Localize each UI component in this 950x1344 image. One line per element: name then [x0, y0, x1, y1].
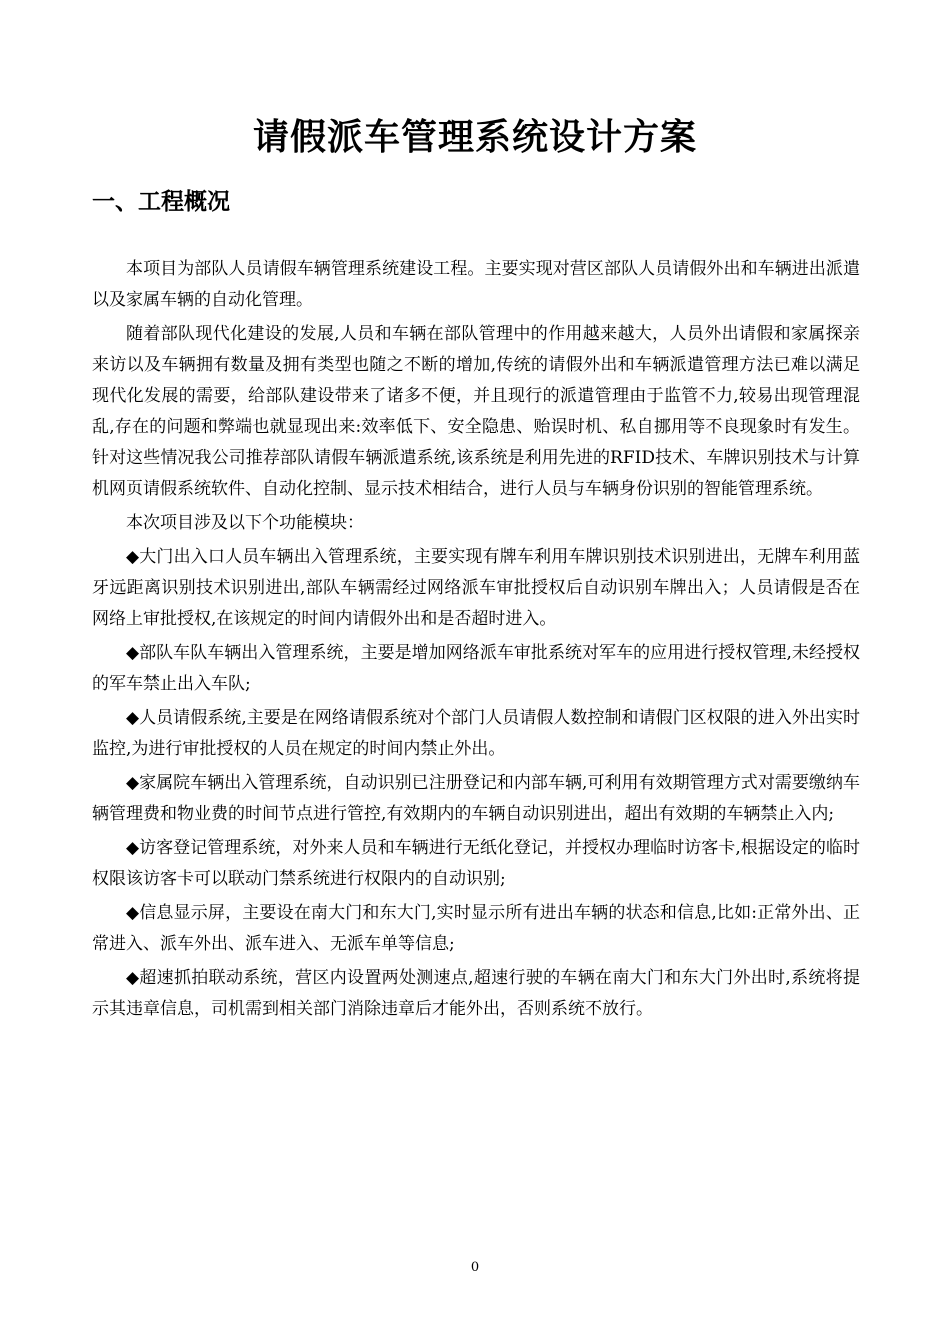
section-heading: 一、工程概况 — [92, 189, 230, 215]
paragraph-module-fleet: ◆部队车队车辆出入管理系统，主要是增加网络派车审批系统对军车的应用进行授权管理,未经授权的军车禁止出入车队; — [92, 643, 860, 694]
paragraph-project-intro: 本项目为部队人员请假车辆管理系统建设工程。主要实现对营区部队人员请假外出和车辆进出派遣以及家属车辆的自动化管理。 — [92, 259, 860, 310]
page-number: 0 — [470, 1260, 480, 1275]
document-title: 请假派车管理系统设计方案 — [252, 117, 697, 158]
paragraph-modules-intro: 本次项目涉及以下个功能模块： — [126, 513, 364, 533]
paragraph-background: 随着部队现代化建设的发展,人员和车辆在部队管理中的作用越来越大，人员外出请假和家属探亲来访以及车辆拥有数量及拥有类型也随之不断的增加,传统的请假外出和车辆派遣管理方法已难以满足现代化发展的需要，给部队建设带来了诸多不便，并且现行的派遣管理由于监管不力,较易出现管理混乱,存在的问题和弊端也就显现出来:效率低下、安全隐患、贻误时机、私自挪用等不良现象时有发生。针对这些情况我公司推荐部队请假车辆派遣系统,该系统是利用先进的RFID技术、车牌识别技术与计算机网页请假系统软件、自动化控制、显示技术相结合，进行人员与车辆身份识别的智能管理系统。 — [92, 324, 860, 499]
paragraph-module-family: ◆家属院车辆出入管理系统，自动识别已注册登记和内部车辆,可利用有效期管理方式对需要缴纳车辆管理费和物业费的时间节点进行管控,有效期内的车辆自动识别进出，超出有效期的车辆禁止入内; — [92, 773, 860, 824]
document-body — [92, 254, 860, 1028]
paragraph-module-display: ◆信息显示屏，主要设在南大门和东大门,实时显示所有进出车辆的状态和信息,比如:正常外出、正常进入、派车外出、派车进入、无派车单等信息; — [92, 903, 860, 954]
paragraph-module-visitor: ◆访客登记管理系统，对外来人员和车辆进行无纸化登记，并授权办理临时访客卡,根据设定的临时权限该访客卡可以联动门禁系统进行权限内的自动识别; — [92, 838, 860, 889]
paragraph-module-leave: ◆人员请假系统,主要是在网络请假系统对个部门人员请假人数控制和请假门区权限的进入外出实时监控,为进行审批授权的人员在规定的时间内禁止外出。 — [92, 708, 860, 759]
paragraph-module-gate: ◆大门出入口人员车辆出入管理系统，主要实现有牌车利用车牌识别技术识别进出，无牌车利用蓝牙远距离识别技术识别进出,部队车辆需经过网络派车审批授权后自动识别车牌出入；人员请假是否在网络上审批授权,在该规定的时间内请假外出和是否超时进入。 — [92, 547, 860, 629]
paragraph-module-speeding: ◆超速抓拍联动系统，营区内设置两处测速点,超速行驶的车辆在南大门和东大门外出时,系统将提示其违章信息，司机需到相关部门消除违章后才能外出，否则系统不放行。 — [92, 968, 860, 1019]
